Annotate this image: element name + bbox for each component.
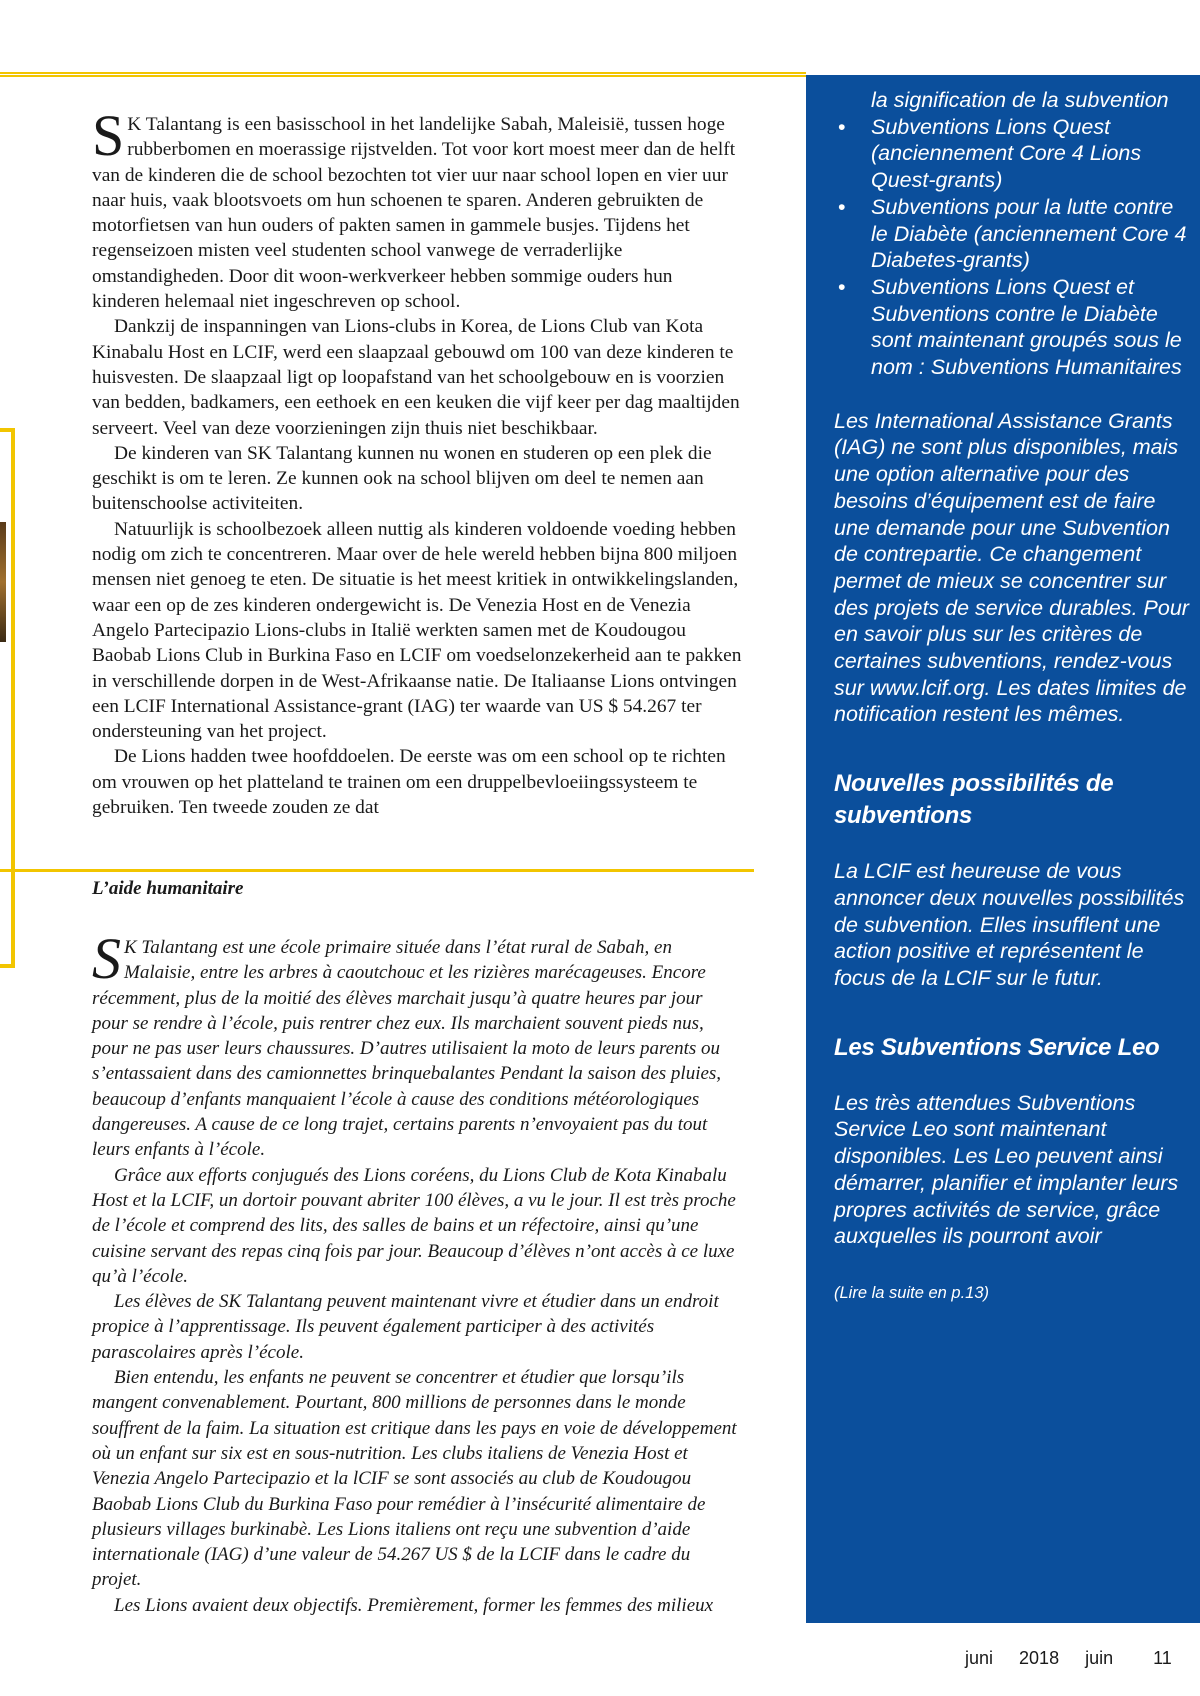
drop-cap: S bbox=[92, 926, 121, 991]
section-divider bbox=[0, 869, 754, 872]
footer-month-fr: juin bbox=[1085, 1648, 1114, 1668]
list-item: • Subventions pour la lutte contre le Diabète (anciennement Core 4 Diabetes-grants) bbox=[838, 194, 1187, 273]
page-footer bbox=[965, 1648, 1172, 1669]
article-paragraph: De Lions hadden twee hoofddoelen. De eerste was om een school op te richten om vrouwen op het platteland te trainen om een druppelbevloeiingssysteem te gebruiken. Ten tweede zouden ze dat bbox=[92, 746, 726, 819]
sidebar-paragraph-iag: Les International Assistance Grants (IAG) ne sont plus disponibles, mais une option alternative pour des besoins d’équipement est de faire une demande pour une Subvention de contrepartie. Ce changement permet de mieux se concentrer sur des projets de service durables. Pour en savoir plus sur les critères de certaines subventions, rendez-vous sur www.lcif.org. Les dates limites de notification restent les mêmes. bbox=[834, 408, 1189, 727]
article-paragraph: Dankzij de inspanningen van Lions-clubs in Korea, de Lions Club van Kota Kinabalu Host en LCIF, werd een slaapzaal gebouwd om 100 van deze kinderen te huisvesten. De slaapzaal ligt op loopafstand van het schoolgebouw en is voorzien van bedden, badkamers, een eethoek en een keuken die vijf keer per dag maaltijden serveert. Veel van deze voorzieningen zijn thuis niet beschikbaar. bbox=[92, 316, 740, 439]
article-paragraph: S K Talantang is een basisschool in het landelijke Sabah, Maleisië, tussen hoge rubberbomen en moerassige rijstvelden. Tot voor kort moest meer dan de helft van de kinderen die de school bezochten tot vier uur naar school lopen en vier uur naar huis, vaak blootsvoets om hun schoenen te sparen. Anderen gebruikten de motorfietsen van hun ouders of pakten samen in gammele busjes. Tijdens het regenseizoen misten veel studenten school vanwege de verraderlijke omstandigheden. Door dit woon-werkverkeer hebben sommige ouders hun kinderen helemaal niet ingeschreven op school. bbox=[92, 103, 736, 313]
sidebar-heading-new-grants: Nouvelles possibilités de subventions bbox=[834, 770, 1114, 830]
bullet-icon: • bbox=[838, 114, 846, 139]
sidebar-box bbox=[806, 75, 1200, 1623]
sidebar-bullet-list bbox=[834, 114, 1190, 381]
french-article bbox=[92, 926, 742, 1618]
top-yellow-rule bbox=[0, 72, 806, 77]
bullet-icon: • bbox=[838, 194, 846, 219]
sidebar-paragraph: La LCIF est heureuse de vous annoncer deux nouvelles possibilités de subvention. Elles insufflent une action positive et représentent le focus de la LCIF sur le futur. bbox=[834, 859, 1185, 990]
drop-cap: S bbox=[92, 103, 125, 168]
article-paragraph: Les élèves de SK Talantang peuvent maintenant vivre et étudier dans un endroit propice à l’apprentissage. Ils peuvent également participer à des activités parascolaires après l’école. bbox=[92, 1291, 719, 1363]
dutch-article bbox=[92, 103, 742, 820]
page-number: 11 bbox=[1153, 1648, 1172, 1668]
continued-note: (Lire la suite en p.13) bbox=[834, 1283, 990, 1302]
list-item: • Subventions Lions Quest (anciennement Core 4 Lions Quest-grants) bbox=[838, 114, 1142, 193]
article-paragraph: Natuurlijk is schoolbezoek alleen nuttig als kinderen voldoende voeding hebben nodig om zich te concentreren. Maar over de hele wereld hebben bijna 800 miljoen mensen niet genoeg te eten. De situatie is het meest kritiek in ontwikkelingslanden, waar een op de zes kinderen ondergewicht is. De Venezia Host en de Venezia Angelo Partecipazio Lions-clubs in Italië werkten samen met de Koudougou Baobab Lions Club in Burkina Faso en LCIF om voedselonzekerheid aan te pakken in verschillende dorpen in de West-Afrikaanse natie. De Italiaanse Lions ontvingen een LCIF International Assistance-grant (IAG) ter waarde van US $ 54.267 ter ondersteuning van het project. bbox=[92, 518, 742, 743]
cropped-photo-edge bbox=[0, 522, 6, 642]
article-paragraph: De kinderen van SK Talantang kunnen nu wonen en studeren op een plek die geschikt is om te leren. Ze kunnen ook na school blijven om deel te nemen aan buitenschoolse activiteiten. bbox=[92, 442, 712, 515]
left-yellow-bracket bbox=[0, 428, 15, 968]
article-paragraph: Bien entendu, les enfants ne peuvent se concentrer et étudier que lorsqu’ils mangent convenablement. Pourtant, 800 millions de personnes dans le monde souffrent de la faim. La situation est critique dans les pays en voie de développement où un enfant sur six est en sous-nutrition. Les clubs italiens de Venezia Host et Venezia Angelo Partecipazio et la lCIF se sont associés au club de Koudougou Baobab Lions Club du Burkina Faso pour remédier à l’insécurité alimentaire de plusieurs villages burkinabè. Les Lions italiens ont reçu une subvention d’aide internationale (IAG) d’une valeur de 54.267 US $ de la LCIF dans le cadre du projet. bbox=[92, 1367, 737, 1591]
list-item: • Subventions Lions Quest et Subventions contre le Diabète sont maintenant groupés sous le nom : Subventions Humanitaires bbox=[838, 274, 1182, 380]
article-paragraph: S K Talantang est une école primaire située dans l’état rural de Sabah, en Malaisie, entre les arbres à caoutchouc et les rizières marécageuses. Encore récemment, plus de la moitié des élèves marchait jusqu’à quatre heures par jour pour se rendre à l’école, puis rentrer chez eux. Ils marchaient souvent pieds nus, pour ne pas user leurs chaussures. D’autres utilisaient la moto de leurs parents ou s’entassaient dans des camionnettes brinquebalantes Pendant la saison des pluies, beaucoup d’enfants manquaient l’école à cause des conditions météorologiques dangereuses. A cause de ce long trajet, certains parents n’envoyaient pas du tout leurs enfants à l’école. bbox=[92, 926, 722, 1161]
sidebar-heading-leo-grants: Les Subventions Service Leo bbox=[834, 1033, 1160, 1061]
sidebar-continuation: la signification de la subvention bbox=[871, 88, 1169, 112]
footer-year: 2018 bbox=[1019, 1648, 1060, 1668]
article-paragraph: Grâce aux efforts conjugués des Lions coréens, du Lions Club de Kota Kinabalu Host et la LCIF, un dortoir pouvant abriter 100 élèves, a vu le jour. Il est très proche de l’école et comprend des lits, des salles de bains et un réfectoire, ainsi qu’une cuisine servant des repas cinq fois par jour. Beaucoup d’élèves n’ont accès à ce luxe qu’à l’école. bbox=[92, 1164, 736, 1287]
french-article-heading: L’aide humanitaire bbox=[92, 878, 244, 899]
sidebar-paragraph: Les très attendues Subventions Service Leo sont maintenant disponibles. Les Leo peuvent ainsi démarrer, planifier et implanter leurs propres activités de service, grâce auxquelles ils pourront avoir bbox=[834, 1090, 1179, 1249]
bullet-icon: • bbox=[838, 274, 846, 299]
footer-month-nl: juni bbox=[965, 1648, 994, 1668]
article-paragraph: Les Lions avaient deux objectifs. Premièrement, former les femmes des milieux bbox=[114, 1594, 714, 1616]
